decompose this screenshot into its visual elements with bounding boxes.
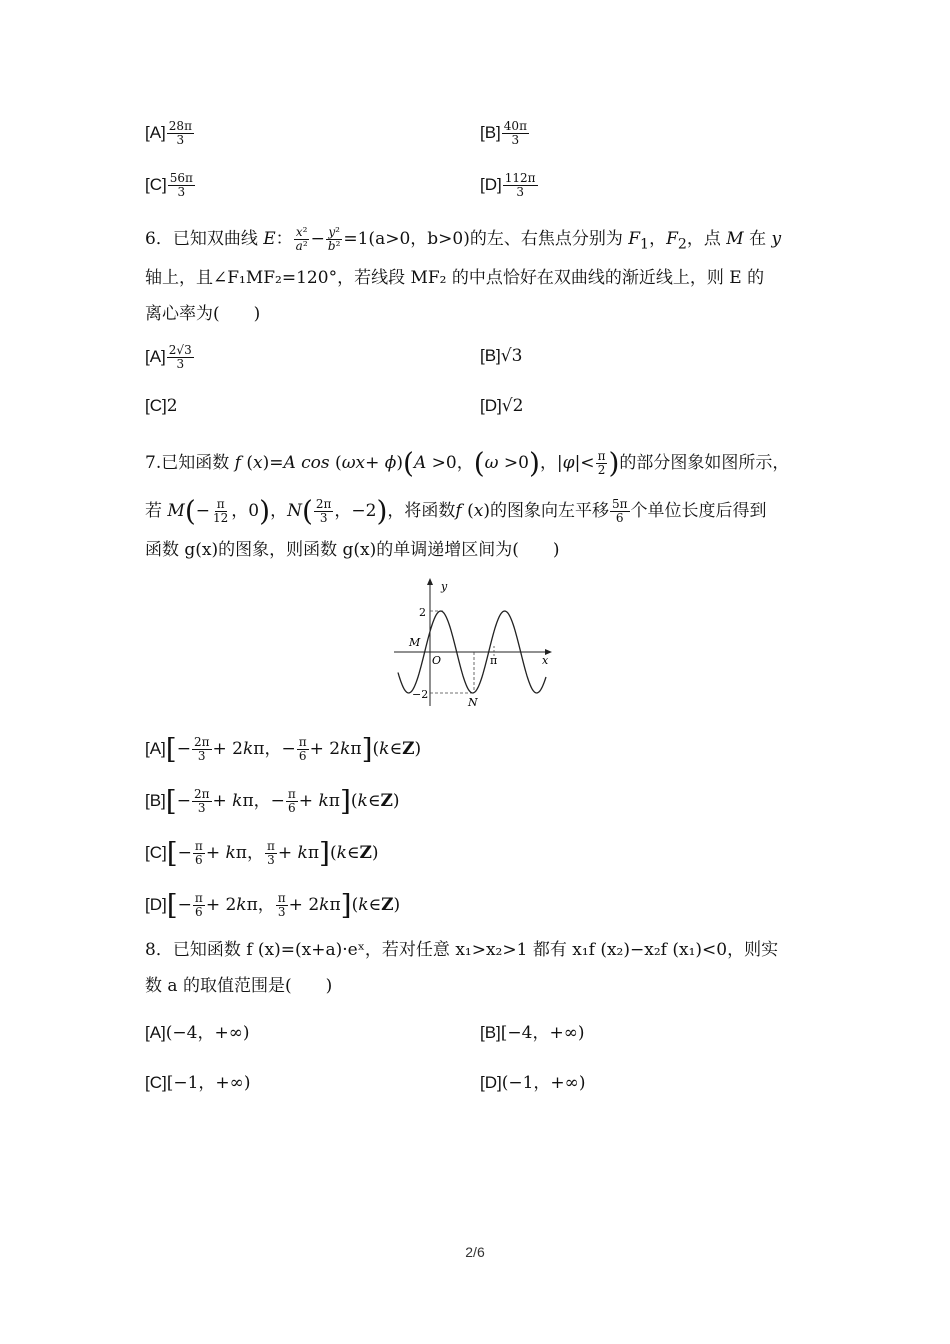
option-label: [B] [480,346,501,365]
q6-text: =1(a>0，b>0)的左、右焦点分别为 [343,229,623,249]
numerator: 112π [504,171,536,185]
numerator: 56π [169,171,193,185]
q5-option-a [145,120,195,147]
q7-text: 将函数 [404,501,456,521]
q7-text: 个单位长度后得到 [630,501,767,521]
q8-option-c [145,1068,250,1093]
q5-option-c [145,172,196,199]
q7-option-b: [B][− $\frac{2\pi}{3}$ + kπ，− $\frac{\pi}{6}$ + kπ](k∈Z) [145,784,400,818]
q7-option-d: [D][− $\frac{\pi}{6}$ + 2kπ， $\frac{\pi}{3}$ + 2kπ](k∈Z) [145,888,401,922]
option-label: [B] [145,791,166,810]
label-pi: π [490,654,498,667]
q6-text: 已知双曲线 [172,229,258,249]
q7-text: 函数 g(x)的图象，则函数 g(x)的单调递增区间为( ) [145,540,560,560]
q7-option-c: [C][− $\frac{\pi}{6}$ + kπ， $\frac{\pi}{3}$ + kπ](k∈Z) [145,836,379,870]
fraction [167,120,194,147]
page-number: 2/6 [465,1244,485,1260]
q6-line3 [145,302,825,326]
denominator: 3 [511,133,520,147]
q7-text: 的部分图象如图所示， [619,453,790,473]
q8-text: 数 a 的取值范围是( ) [145,976,333,996]
option-label: [A] [145,739,166,758]
numerator: 28π [168,119,192,133]
q7-line2: 若 M(− $\frac{\pi}{12}$ ，0)，N( $\frac{2\pi}{3}$ ，−2)，将函数f (x)的图象向左平移 $\frac{5\pi}{6}$ 个单位长度后得到 [145,494,767,528]
q7-text: 若 [145,501,162,521]
option-label: [A] [145,123,166,142]
label-N: N [468,696,478,708]
denominator: 3 [177,185,186,199]
q6-text: 离心率为( ) [145,304,261,324]
q6-text: 在 [749,229,767,249]
option-label: [A] [145,1023,166,1042]
option-label: [C] [145,1073,167,1092]
x-label: x [542,654,549,667]
fraction: $\frac{2√3}{3}$ [168,343,192,371]
q6-line1: 6．已知双曲线 E： $\frac{\text{x²}}{\text{a²}}$ − $\frac{\text{y²}}{\text{b²}}$ =1(a>0，b>0)的左、右焦点分别为 $F_1$，$F_2$，点 M 在 y [145,225,782,253]
option-value: (−4，+∞) [165,1023,250,1043]
q6-option-a [145,344,195,371]
q5-option-d [480,172,539,199]
option-label: [C] [145,396,167,415]
option-label: [A] [145,347,166,366]
q6-option-b [480,346,522,366]
option-label: [B] [480,123,501,142]
q8-line1 [145,938,825,962]
y-label: y [441,580,448,593]
q8-option-d [480,1068,585,1093]
q8-text: 已知函数 f (x)=(x+a)·eˣ，若对任意 x₁>x₂>1 都有 x₁f (x₂)−x₂f (x₁)<0，则实 [172,940,779,960]
q7-function-graph [392,576,554,708]
q7-text: 已知函数 [161,453,230,473]
option-value: √2 [501,396,524,416]
q6-text: 轴上，且∠F₁MF₂=120°，若线段 MF₂ 的中点恰好在双曲线的渐近线上，则 E 的 [145,268,765,288]
option-label: [D] [480,1073,502,1092]
y-axis-arrow-icon [427,578,433,585]
q7-text: 的图象向左平移 [489,501,609,521]
denominator: 3 [176,133,185,147]
q8-line2 [145,974,825,998]
q6-option-d [480,396,523,416]
question-number: 7. [145,453,162,473]
option-value: 2 [166,396,178,416]
q6-option-c [145,396,178,416]
option-value: (−1，+∞) [501,1073,586,1093]
q8-option-a [145,1018,250,1043]
option-label: [B] [480,1023,501,1042]
question-number: 8． [145,940,173,960]
denominator: 3 [516,185,524,199]
label-neg2: −2 [412,688,429,701]
q7-option-a: [A][− $\frac{2\pi}{3}$ + 2kπ，− $\frac{\pi}{6}$ + 2kπ](k∈Z) [145,732,422,766]
option-value: [−4，+∞) [500,1023,585,1043]
q6-line2 [145,266,825,290]
option-label: [D] [480,396,502,415]
numerator: 40π [503,119,527,133]
option-label: [D] [480,175,502,194]
option-value: √3 [500,346,523,366]
fraction-x2-a2: $\frac{\text{x²}}{\text{a²}}$ [295,225,308,253]
option-label: [C] [145,175,167,194]
label-2: 2 [419,606,426,619]
q6-text: ，点 [686,229,721,249]
fraction [503,172,538,199]
fraction [502,120,529,147]
fraction [168,172,195,199]
q7-line1: 7.已知函数 f (x)=A cos (ωx+ ϕ)(A >0，(ω >0)，|φ|< $\frac{\pi}{2}$ )的部分图象如图所示， [145,446,790,480]
option-label: [D] [145,895,167,914]
fraction-y2-b2: $\frac{\text{y²}}{\text{b²}}$ [327,225,341,253]
label-O: O [432,654,442,667]
q7-line3 [145,538,825,562]
label-M: M [409,636,421,649]
q8-option-b [480,1018,585,1043]
q5-option-b [480,120,530,147]
option-value: [−1，+∞) [166,1073,251,1093]
option-label: [C] [145,843,167,862]
question-number: 6． [145,229,173,249]
